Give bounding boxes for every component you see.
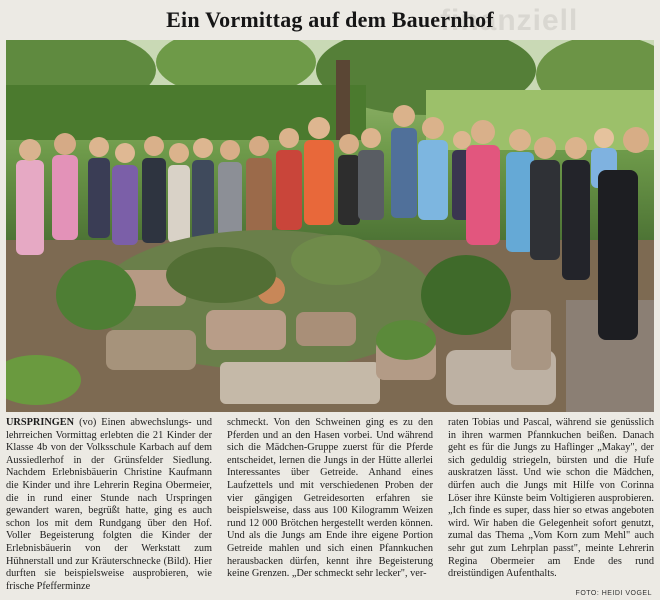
article-photo	[6, 40, 654, 412]
article-column-1-text: (vo) Einen abwechslungs- und lehrreichen Vormittag erlebten die 21 Kinder der Klasse 4b von der Volksschule Karbach auf dem Aussiedlerhof in der Grünsfelder Siedlung. Nachdem Erlebnisbäuerin Christine Kaufmann die Kinder und ihre Lehrerin Regina Obermeier, die in rund einer Stunde nach Urspringen gewandert waren, begrüßt hatte, ging es auch schon los mit dem Rundgang über den Hof. Voller Begeisterung folgten die Kinder der Erlebnisbäuerin von der Werkstatt zum Hühnerstall und zur Kräuterschnecke (Bild). Hier durften sie beispielsweise ausprobieren, wie frische Pfefferminze	[6, 417, 212, 592]
headline: Ein Vormittag auf dem Bauernhof	[166, 7, 494, 32]
article-column-3: raten Tobias und Pascal, während sie genüsslich in ihren warmen Pfannkuchen beißen. Danach geht es für die Jungs zu Haflinger „Makay", der sich geduldig striegeln, bürsten und die Hufe auskratzen lässt. Und wie schon die Mädchen, dürfen auch die Jungs mit Hilfe von Corinna Löser ihre Künste beim Voltigieren ausprobieren. „Ich finde es super, dass hier so etwas angeboten wird. Wir haben die Gelegenheit sofort genutzt, zumal das Thema „Vom Korn zum Mehl" auch sehr gut zum Lehrplan passt", meinte Lehrerin Regina Obermeier am Ende des rund dreistündigen Aufenthalts.	[448, 417, 654, 580]
dateline: URSPRINGEN	[6, 417, 75, 428]
photo-credit: FOTO: HEIDI VOGEL	[575, 590, 652, 597]
article-column-1	[6, 417, 212, 597]
bleed-through-text: finanziell	[440, 4, 579, 37]
article-column-2: schmeckt. Von den Schweinen ging es zu den Pferden und an den Hasen vorbei. Und während sich die Mädchen-Gruppe zuerst für die Pferde entscheidet, lernen die Jungs in der Hütte allerlei Interessantes über Getreide. Anhand eines Laufzettels und mit verschiedenen Proben der vier gängigen Getreidesorten erfahren sie beispielsweise, dass aus 100 Kilogramm Weizen rund 12 000 Brötchen hergestellt werden können. Und als die Jungs am Ende ihre eigene Portion Getreide mahlen und sich einen Pfannkuchen herausbacken dürfen, kennt ihre Begeisterung keine Grenzen. „Der schmeckt sehr lecker", ver-	[227, 417, 433, 580]
photo-kids-at-herb-spiral-icon	[6, 40, 654, 412]
article-body	[6, 417, 654, 597]
